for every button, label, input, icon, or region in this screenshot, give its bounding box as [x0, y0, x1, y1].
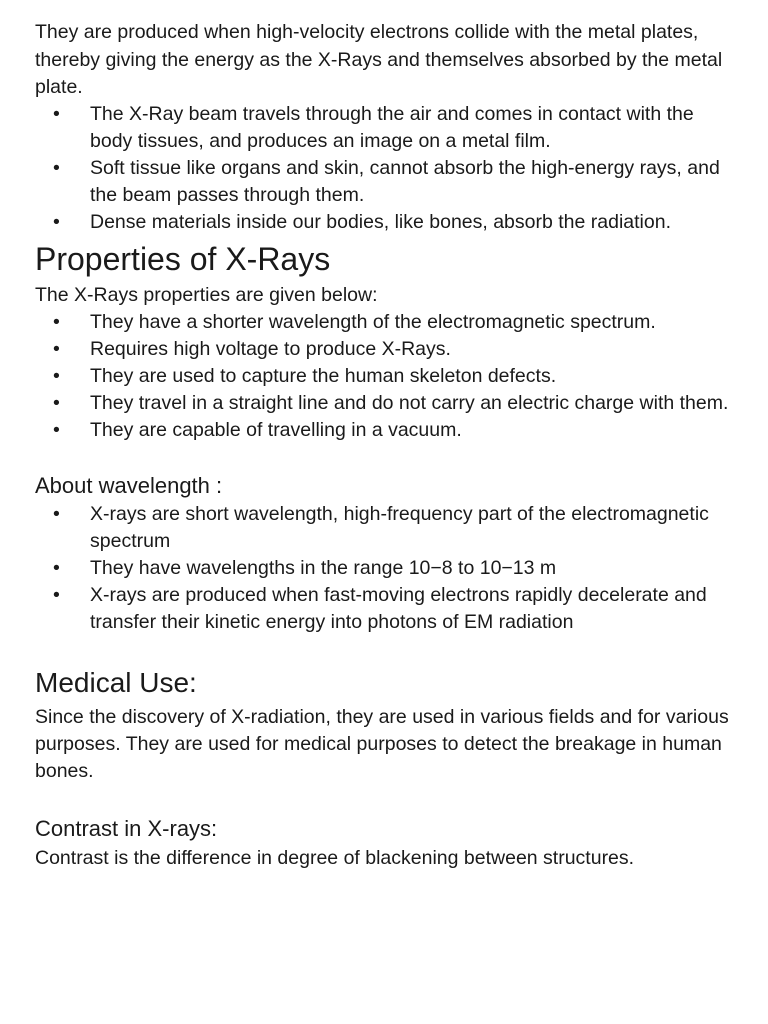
list-item: • X-rays are short wavelength, high-frequency part of the electromagnetic spectrum	[53, 503, 709, 552]
list-item: • Requires high voltage to produce X-Rays.	[35, 336, 735, 363]
list-item: • They are used to capture the human skeleton defects.	[35, 363, 735, 390]
bullet-icon: •	[53, 584, 60, 606]
list-item: • Dense materials inside our bodies, like bones, absorb the radiation.	[35, 209, 735, 236]
properties-heading: Properties of X-Rays	[35, 241, 331, 277]
intro-tail-text: .	[77, 76, 83, 98]
list-item: • They are capable of travelling in a vacuum.	[35, 417, 735, 444]
contrast-paragraph: Contrast is the difference in degree of blackening between structures.	[35, 847, 635, 869]
intro-paragraph	[35, 19, 735, 102]
properties-lead: The X-Rays properties are given below:	[35, 284, 378, 306]
list-item: • Soft tissue like organs and skin, cannot absorb the high-energy rays, and the beam passes through them.	[53, 157, 720, 206]
contrast-heading: Contrast in X-rays:	[35, 816, 218, 841]
bullet-icon: •	[53, 392, 60, 414]
bullet-icon: •	[53, 557, 60, 579]
bullet-icon: •	[53, 338, 60, 360]
bullet-icon: •	[53, 419, 60, 441]
list-item: • X-rays are produced when fast-moving electrons rapidly decelerate and transfer their kinetic energy into photons of EM radiation	[53, 584, 707, 633]
list-item: • They have wavelengths in the range 10−8 to 10−13 m	[35, 555, 735, 582]
bullet-icon: •	[53, 311, 60, 333]
bullet-icon: •	[53, 157, 60, 179]
medical-use-paragraph: Since the discovery of X-radiation, they are used in various fields and for various purposes. They are used for medical purposes to detect the breakage in human bones.	[35, 706, 729, 782]
properties-bullet-list	[35, 309, 735, 444]
bullet-icon: •	[53, 211, 60, 233]
intro-bullet-list	[35, 101, 735, 236]
list-item: • They travel in a straight line and do not carry an electric charge with them.	[35, 390, 735, 417]
list-item: • The X-Ray beam travels through the air and comes in contact with the body tissues, and produces an image on a metal film.	[53, 103, 694, 152]
bullet-icon: •	[53, 503, 60, 525]
bullet-icon: •	[53, 103, 60, 125]
wavelength-bullet-list	[35, 501, 735, 636]
bullet-icon: •	[53, 365, 60, 387]
medical-use-heading: Medical Use:	[35, 667, 197, 698]
list-item: • They have a shorter wavelength of the electromagnetic spectrum.	[35, 309, 735, 336]
intro-bold-text: They are produced when high-velocity electrons collide with the metal plates, thereby giving the energy as the X-Rays and themselves absorbed by the metal plate	[35, 21, 723, 98]
wavelength-heading: About wavelength :	[35, 473, 223, 498]
